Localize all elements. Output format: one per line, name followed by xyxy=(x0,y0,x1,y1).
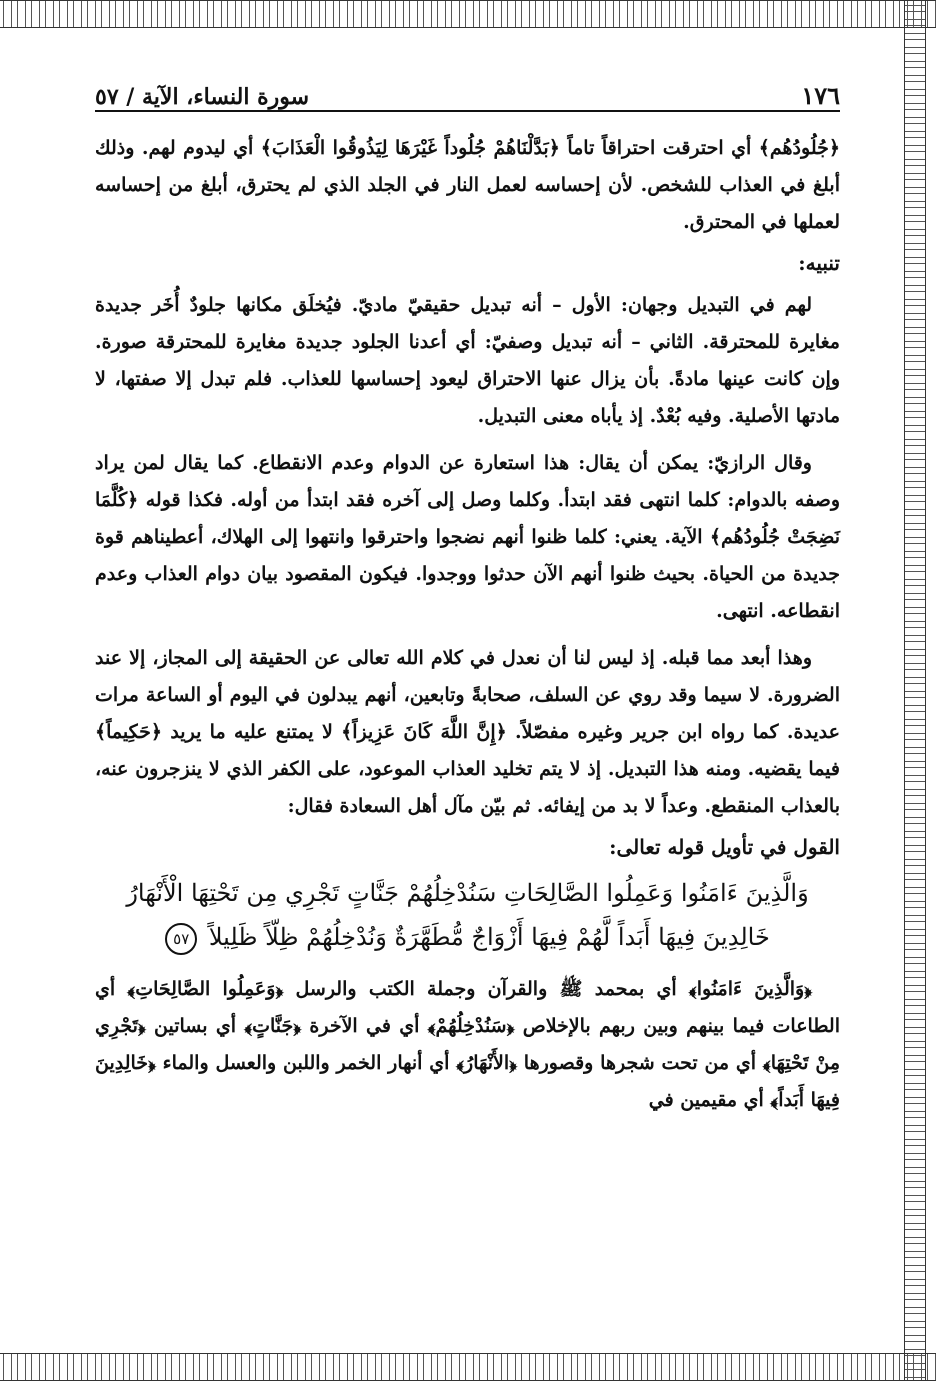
tanbih-heading: تنبيه: xyxy=(798,251,840,275)
verse-line-2 xyxy=(95,915,840,959)
verse-line-1: وَالَّذِينَ ءَامَنُوا وَعَمِلُوا الصَّالِحَاتِ سَنُدْخِلُهُمْ جَنَّاتٍ تَجْرِي مِن تَحْتِهَا الْأَنْهَارُ xyxy=(126,879,809,907)
verse-line-2-text: خَالِدِينَ فِيهَا أَبَداً لَّهُمْ فِيهَا أَزْوَاجٌ مُّطَهَّرَةٌ وَنُدْخِلُهُمْ ظِلّاً ظَلِيلاً xyxy=(208,923,770,951)
book-page xyxy=(95,60,840,1129)
qawl-heading: القول في تأويل قوله تعالى: xyxy=(609,835,840,859)
decorative-border-top xyxy=(0,0,936,28)
paragraph-2: لهم في التبديل وجهان: الأول – أنه تبديل حقيقيّ ماديّ. فيُخلَق مكانها جلودٌ أُخَر جديدة مغايرة للمحترقة. الثاني – أنه تبديل وصفيّ: أي أعدنا الجلود جديدة مغايرة للمحترقة صورة. وإن كانت عينها مادةً. بأن يزال عنها الاحتراق ليعود إحساسها للعذاب. فلم تبدل إلا صفتها، لا مادتها الأصلية. وفيه بُعْدٌ. إذ يأباه معنى التبديل. xyxy=(95,294,840,427)
paragraph-1: ﴿جُلُودُهُم﴾ أي احترقت احتراقاً تاماً ﴿بَدَّلْنَاهُمْ جُلُوداً غَيْرَهَا لِيَذُوقُوا الْعَذَابَ﴾ أي ليدوم لهم. وذلك أبلغ في العذاب للشخص. لأن إحساسه لعمل النار في الجلد الذي لم يحترق، أبلغ من إحساسه لعملها في المحترق. xyxy=(95,137,840,233)
decorative-border-right xyxy=(904,0,926,1381)
quran-verse xyxy=(95,871,840,959)
decorative-border-bottom xyxy=(0,1353,936,1381)
verse-number-marker: ٥٧ xyxy=(165,923,197,955)
page-number: ١٧٦ xyxy=(801,81,840,110)
page-header-title: سورة النساء، الآية / ٥٧ xyxy=(95,84,310,110)
paragraph-3: وقال الرازيّ: يمكن أن يقال: هذا استعارة عن الدوام وعدم الانقطاع. كما يقال لمن يراد وصفه بالدوام: كلما انتهى فقد ابتدأ. وكلما وصل إلى آخره فقد ابتدأ من أوله. فكذا قوله ﴿كُلَّمَا نَضِجَتْ جُلُودُهُم﴾ الآية. يعني: كلما ظنوا أنهم نضجوا واحترقوا وانتهوا إلى الهلاك، أعطيناهم قوة جديدة من الحياة. بحيث ظنوا أنهم الآن حدثوا ووجدوا. فيكون المقصود بيان دوام العذاب وعدم انقطاعه. انتهى. xyxy=(95,452,840,622)
paragraph-4: وهذا أبعد مما قبله. إذ ليس لنا أن نعدل في كلام الله تعالى عن الحقيقة إلى المجاز، إلا عند الضرورة. لا سيما وقد روي عن السلف، صحابةً وتابعين، أنهم يبدلون في اليوم أو الساعة مرات عديدة. كما رواه ابن جرير وغيره مفصّلاً. ﴿إِنَّ اللَّهَ كَانَ عَزِيزاً﴾ لا يمتنع عليه ما يريد ﴿حَكِيماً﴾ فيما يقضيه. ومنه هذا التبديل. إذ لا يتم تخليد العذاب الموعود، على الكفر الذي لا ينزجرون عنه، بالعذاب المنقطع. وعداً لا بد من إيفائه. ثم بيّن مآل أهل السعادة فقال: xyxy=(95,647,841,817)
page-header xyxy=(95,60,840,112)
paragraph-5: ﴿وَالَّذِينَ ءَامَنُوا﴾ أي بمحمد ﷺ والقرآن وجملة الكتب والرسل ﴿وَعَمِلُوا الصَّالِحَاتِ﴾ أي الطاعات فيما بينهم وبين ربهم بالإخلاص ﴿سَنُدْخِلُهُمْ﴾ أي في الآخرة ﴿جَنَّاتٍ﴾ أي بساتين ﴿تَجْرِي مِنْ تَحْتِهَا﴾ أي من تحت شجرها وقصورها ﴿الأَنْهَارُ﴾ أي أنهار الخمر واللبن والعسل والماء ﴿خَالِدِينَ فِيهَا أَبَداً﴾ أي مقيمين في xyxy=(95,978,840,1111)
